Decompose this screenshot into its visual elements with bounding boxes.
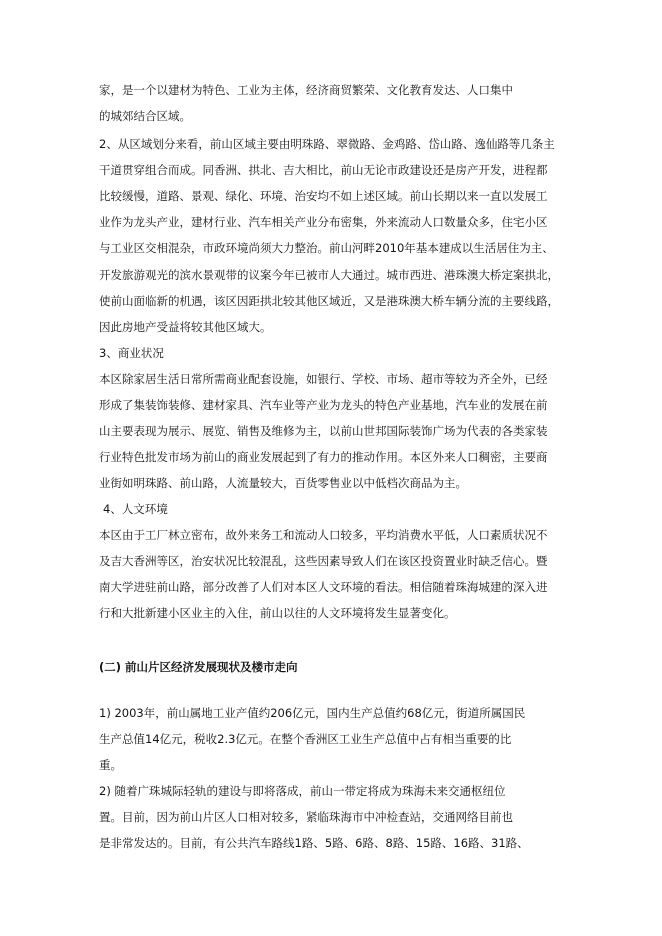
text-line: 业街如明珠路、前山路，人流量较大，百货零售业以中低档次商品为主。 <box>99 476 467 490</box>
text-line: 重。 <box>99 758 122 772</box>
text-line: 形成了集装饰装修、建材家具、汽车业等产业为龙头的特色产业基地，汽车业的发展在前 <box>99 398 548 412</box>
text-line: 与工业区交相混杂，市政环境尚须大力整治。前山河畔2010年基本建成以生活居住为主、 <box>99 241 554 255</box>
text-line: 行和大批新建小区业主的入住，前山以往的人文环境将发生显著变化。 <box>99 606 456 620</box>
text-line: 因此房地产受益将较其他区域大。 <box>99 320 272 334</box>
section-heading: 4、人文环境 <box>103 502 168 516</box>
text-line: 本区除家居生活日常所需商业配套设施，如银行、学校、市场、超市等较为齐全外，已经 <box>99 372 548 386</box>
text-line: 2) 随着广珠城际轻轨的建设与即将落成，前山一带定将成为珠海未来交通枢纽位 <box>99 784 506 798</box>
text-line: 南大学进驻前山路，部分改善了人们对本区人文环境的看法。相信随着珠海城建的深入进 <box>99 580 548 594</box>
text-line: 1) 2003年，前山属地工业产值约206亿元，国内生产总值约68亿元，街道所属国民 <box>99 706 526 720</box>
text-line: 是非常发达的。目前，有公共汽车路线1路、5路、6路、8路、15路、16路、31路、 <box>99 836 529 850</box>
text-line: 生产总值14亿元，税收2.3亿元。在整个香洲区工业生产总值中占有相当重要的比 <box>99 732 512 746</box>
text-line: 业作为龙头产业，建材行业、汽车相关产业分布密集，外来流动人口数量众多，住宅小区 <box>99 215 548 229</box>
text-line: 置。目前，因为前山片区人口相对较多，紧临珠海市中冲检查站，交通网络目前也 <box>99 810 513 824</box>
text-line: 的城郊结合区域。 <box>99 109 191 123</box>
text-line: 2、从区域划分来看，前山区域主要由明珠路、翠微路、金鸡路、岱山路、逸仙路等几条主 <box>99 137 555 151</box>
text-line: 山主要表现为展示、展览、销售及维修为主，以前山世邦国际装饰广场为代表的各类家装 <box>99 424 548 438</box>
text-line: 家，是一个以建材为特色、工业为主体，经济商贸繁荣、文化教育发达、人口集中 <box>99 83 513 97</box>
text-line: 及吉大香洲等区，治安状况比较混乱，这些因素导致人们在该区投资置业时缺乏信心。暨 <box>99 554 548 568</box>
text-line: 使前山面临新的机遇，该区因距拱北较其他区域近，又是港珠澳大桥车辆分流的主要线路， <box>99 294 559 308</box>
text-line: 干道贯穿组合而成。同香洲、拱北、吉大相比，前山无论市政建设还是房产开发，进程都 <box>99 163 548 177</box>
text-line: 比较缓慢，道路、景观、绿化、环境、治安均不如上述区域。前山长期以来一直以发展工 <box>99 189 548 203</box>
section-heading: 3、商业状况 <box>99 346 164 360</box>
text-line: 开发旅游观光的滨水景观带的议案今年已被市人大通过。城市西进、港珠澳大桥定案拱北， <box>99 268 559 282</box>
text-line: 本区由于工厂林立密布，故外来务工和流动人口较多，平均消费水平低，人口素质状况不 <box>99 528 548 542</box>
text-line: 行业特色批发市场为前山的商业发展起到了有力的推动作用。本区外来人口稠密，主要商 <box>99 450 548 464</box>
section-title: (二) 前山片区经济发展现状及楼市走向 <box>99 660 298 674</box>
